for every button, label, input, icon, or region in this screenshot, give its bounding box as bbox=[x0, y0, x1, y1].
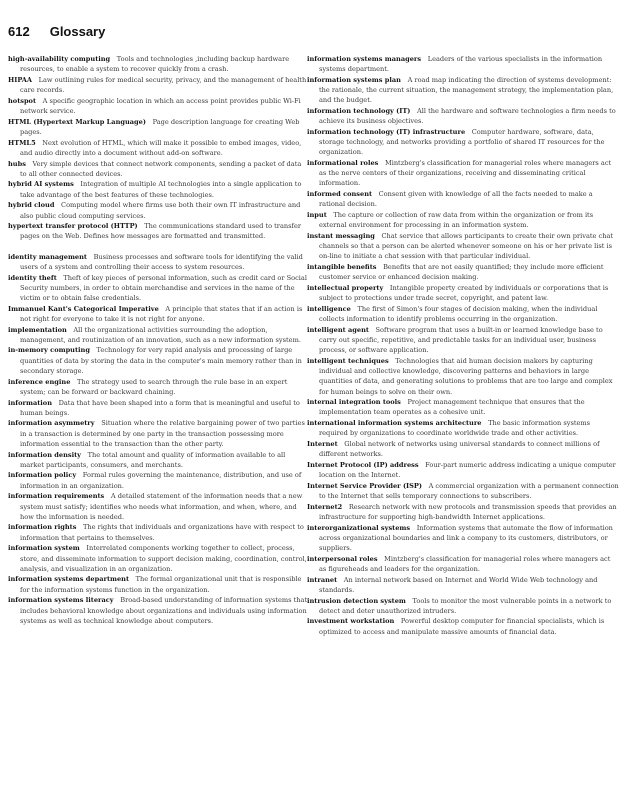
glossary-definition: A specific geographic location in which an access point provides public Wi-Fi network service. bbox=[20, 96, 301, 116]
glossary-term: intelligence bbox=[307, 304, 351, 313]
glossary-entry bbox=[307, 481, 619, 501]
glossary-definition: All the organizational activities surrounding the adoption, management, and routinization of an innovation, such as a new information system. bbox=[20, 325, 301, 344]
glossary-entry bbox=[8, 450, 308, 470]
glossary-entry bbox=[8, 54, 308, 74]
glossary-entry bbox=[8, 470, 308, 490]
glossary-entry bbox=[8, 418, 308, 449]
glossary-term: information technology (IT) bbox=[307, 107, 411, 116]
glossary-entry bbox=[307, 54, 619, 74]
glossary-entry bbox=[8, 159, 308, 179]
glossary-term: hypertext transfer protocol (HTTP) bbox=[8, 222, 138, 231]
glossary-entry bbox=[8, 595, 308, 626]
glossary-entry bbox=[8, 117, 308, 137]
glossary-term: internal integration tools bbox=[307, 398, 401, 407]
glossary-definition: A road map indicating the direction of systems development: the rationale, the current situation, the management strategy, the implementation plan, and the budget. bbox=[319, 75, 614, 105]
glossary-definition: Mintzberg's classification for managerial roles where managers act as the nerve centers of their organizations, receiving and disseminating critical information. bbox=[319, 159, 612, 188]
glossary-entry bbox=[307, 210, 619, 230]
glossary-definition: Broad-based understanding of information systems that includes behavioral knowledge about organizations and individuals using information systems as well as technical knowledge about computers. bbox=[20, 596, 308, 625]
glossary-entry bbox=[307, 231, 619, 262]
glossary-definition: The formal organizational unit that is responsible for the information systems function in the organization. bbox=[20, 575, 302, 594]
glossary-term: implementation bbox=[8, 325, 67, 334]
glossary-definition: Research network with new protocols and transmission speeds that provides an infrastructure for supporting high-bandwidth Internet applications. bbox=[319, 502, 617, 521]
glossary-term: identity management bbox=[8, 252, 87, 261]
glossary-definition: Global network of networks using universal standards to connect millions of different networks. bbox=[319, 440, 600, 459]
glossary-entry bbox=[307, 523, 619, 554]
glossary-term: intelligent agent bbox=[307, 325, 369, 334]
glossary-term: intellectual property bbox=[307, 283, 384, 292]
glossary-entry bbox=[8, 75, 308, 95]
glossary-entry bbox=[307, 127, 619, 158]
glossary-definition: Information systems that automate the flow of information across organizational boundaries and link a company to its customers, distributors, or suppliers. bbox=[319, 523, 613, 553]
glossary-term: in-memory computing bbox=[8, 346, 90, 355]
glossary-entry bbox=[307, 596, 619, 616]
glossary-definition: Consent given with knowledge of all the facts needed to make a rational decision. bbox=[319, 190, 593, 209]
glossary-definition: The strategy used to search through the rule base in an expert system; can be forward or backward chaining. bbox=[20, 377, 288, 396]
glossary-term: instant messaging bbox=[307, 231, 375, 240]
glossary-definition: The first of Simon's four stages of decision making, when the individual collects information to identify problems occurring in the organization. bbox=[319, 304, 598, 324]
glossary-entry bbox=[8, 273, 308, 304]
glossary-entry bbox=[8, 574, 308, 594]
glossary-entry bbox=[8, 304, 308, 324]
glossary-term: investment workstation bbox=[307, 617, 395, 626]
glossary-entry bbox=[307, 418, 619, 438]
glossary-entry bbox=[307, 283, 619, 303]
glossary-term: input bbox=[307, 211, 327, 220]
glossary-entry bbox=[307, 439, 619, 459]
glossary-entry bbox=[8, 325, 308, 345]
glossary-entry bbox=[307, 106, 619, 126]
glossary-term: international information systems architecture bbox=[307, 419, 482, 428]
glossary-term: information systems plan bbox=[307, 75, 401, 84]
glossary-entry bbox=[8, 221, 308, 241]
glossary-definition: The rights that individuals and organizations have with respect to information that pertains to themselves. bbox=[20, 523, 304, 542]
glossary-definition: Powerful desktop computer for financial specialists, which is optimized to access and manipulate massive amounts of financial data. bbox=[319, 617, 605, 636]
glossary-term: hybrid AI systems bbox=[8, 180, 74, 189]
glossary-term: hybrid cloud bbox=[8, 201, 55, 210]
glossary-term: inference engine bbox=[8, 377, 71, 386]
glossary-entry bbox=[8, 522, 308, 542]
glossary-term: information systems department bbox=[8, 575, 129, 584]
glossary-entry bbox=[8, 96, 308, 116]
glossary-entry bbox=[307, 554, 619, 574]
glossary-term: information systems literacy bbox=[8, 596, 114, 605]
glossary-term: high-availability computing bbox=[8, 55, 111, 63]
glossary-term: intrusion detection system bbox=[307, 596, 406, 605]
glossary-term: informational roles bbox=[307, 159, 379, 168]
glossary-definition: Very simple devices that connect network components, sending a packet of data to all other connected devices. bbox=[20, 159, 302, 178]
glossary-definition: Page description language for creating Web pages. bbox=[20, 117, 300, 136]
glossary-entry bbox=[307, 158, 619, 189]
glossary-definition: Leaders of the various specialists in the information systems department. bbox=[319, 55, 603, 74]
glossary-term: intelligent techniques bbox=[307, 356, 389, 365]
glossary-definition: Situation where the relative bargaining power of two parties in a transaction is determined by one party in the transaction possessing more information essential to the transaction than the other party. bbox=[20, 419, 305, 448]
glossary-term: Internet Protocol (IP) address bbox=[307, 460, 419, 469]
glossary-entry bbox=[307, 262, 619, 282]
glossary-definition: Tools and technologies ,including backup hardware resources, to enable a system to recover quickly from a crash. bbox=[20, 55, 290, 74]
glossary-definition: Theft of key pieces of personal information, such as credit card or Social Security numbers, in order to obtain merchandise and services in the name of the victim or to obtain false credentials. bbox=[20, 273, 307, 302]
glossary-term: Internet bbox=[307, 440, 338, 449]
glossary-definition: The total amount and quality of information available to all market participants, consumers, and merchants. bbox=[20, 450, 286, 469]
glossary-term: information system bbox=[8, 544, 80, 553]
glossary-term: information systems managers bbox=[307, 55, 422, 63]
page-header bbox=[8, 24, 105, 39]
glossary-term: Internet Service Provider (ISP) bbox=[307, 481, 422, 490]
glossary-term: information policy bbox=[8, 471, 77, 480]
glossary-definition: Project management technique that ensures that the implementation team operates as a cohesive unit. bbox=[319, 398, 585, 417]
glossary-entry bbox=[307, 502, 619, 522]
glossary-definition: Interrelated components working together to collect, process, store, and disseminate information to support decision making, coordination, control, analysis, and visualization in an organization. bbox=[20, 544, 307, 573]
glossary-definition: A principle that states that if an action is not right for everyone to take it is not right for anyone. bbox=[20, 304, 303, 323]
glossary-term: HTML5 bbox=[8, 138, 36, 147]
glossary-term: Internet2 bbox=[307, 502, 343, 511]
glossary-definition: Software program that uses a built-in or learned knowledge base to carry out specific, repetitive, and predictable tasks for an individual user, business process, or software application. bbox=[319, 325, 603, 355]
glossary-term: information density bbox=[8, 450, 81, 459]
glossary-term: HIPAA bbox=[8, 75, 33, 84]
glossary-definition: All the hardware and software technologies a firm needs to achieve its business objectives. bbox=[319, 107, 616, 126]
glossary-entry bbox=[307, 75, 619, 106]
glossary-definition: The communications standard used to transfer pages on the Web. Defines how messages are formatted and transmitted. bbox=[20, 222, 302, 241]
glossary-definition: An internal network based on Internet and World Wide Web technology and standards. bbox=[319, 575, 598, 594]
glossary-term: interpersonal roles bbox=[307, 554, 378, 563]
glossary-term: HTML (Hypertext Markup Language) bbox=[8, 117, 146, 126]
glossary-entry bbox=[8, 491, 308, 522]
glossary-definition: A commercial organization with a permanent connection to the Internet that sells temporary connections to subscribers. bbox=[319, 481, 619, 501]
glossary-term: information requirements bbox=[8, 492, 105, 501]
glossary-definition: Four-part numeric address indicating a unique computer location on the Internet. bbox=[319, 460, 616, 480]
glossary-definition: Data that have been shaped into a form that is meaningful and useful to human beings. bbox=[20, 398, 300, 417]
glossary-term: informed consent bbox=[307, 190, 373, 199]
glossary-term: information bbox=[8, 398, 52, 407]
glossary-term: hubs bbox=[8, 159, 26, 168]
glossary-entry bbox=[307, 397, 619, 417]
glossary-term: interorganizational systems bbox=[307, 523, 411, 532]
glossary-definition: Mintzberg's classification for managerial roles where managers act as figureheads and leaders for the organization. bbox=[319, 554, 611, 573]
glossary-definition: Next evolution of HTML, which will make it possible to embed images, video, and audio directly into a document without add-on software. bbox=[20, 138, 302, 157]
page-number: 612 bbox=[8, 24, 30, 39]
section-title: Glossary bbox=[49, 24, 106, 39]
glossary-term: Immanuel Kant's Categorical Imperative bbox=[8, 304, 159, 313]
glossary-entry bbox=[8, 179, 308, 199]
glossary-term: intangible benefits bbox=[307, 263, 377, 272]
glossary-definition: A detailed statement of the information needs that a new system must satisfy; identifies who needs what information, and when, where, and how the information is needed. bbox=[20, 492, 303, 521]
glossary-column-left bbox=[8, 54, 308, 626]
glossary-entry bbox=[307, 460, 619, 480]
glossary-term: information asymmetry bbox=[8, 419, 95, 428]
glossary-definition: The basic information systems required by organizations to coordinate worldwide trade and other activities. bbox=[319, 419, 591, 438]
glossary-definition: Integration of multiple AI technologies into a single application to take advantage of the best features of these technologies. bbox=[20, 180, 302, 199]
glossary-definition: Business processes and software tools for identifying the valid users of a system and controlling their access to system resources. bbox=[20, 252, 303, 271]
glossary-definition: Computer hardware, software, data, storage technology, and networks providing a portfolio of shared IT resources for the organization. bbox=[319, 127, 605, 157]
glossary-entry bbox=[307, 575, 619, 595]
glossary-definition: The capture or collection of raw data from within the organization or from its external environment for processing in an information system. bbox=[319, 211, 594, 230]
glossary-definition: Benefits that are not easily quantified; they include more efficient customer service or enhanced decision making. bbox=[319, 263, 604, 282]
glossary-definition: Technologies that aid human decision makers by capturing individual and collective knowledge, discovering patterns and behaviors in large quantities of data, and generating solutions to problems that are too large and complex for human beings to solve on their own. bbox=[319, 356, 613, 396]
glossary-entry bbox=[307, 356, 619, 397]
glossary-term: hotspot bbox=[8, 96, 37, 105]
glossary-definition: Formal rules governing the maintenance, distribution, and use of information in an organization. bbox=[20, 471, 302, 490]
glossary-entry bbox=[8, 200, 308, 220]
glossary-definition: Tools to monitor the most vulnerable points in a network to detect and deter unauthorized intruders. bbox=[319, 596, 612, 615]
glossary-term: intranet bbox=[307, 575, 338, 584]
glossary-entry bbox=[307, 304, 619, 324]
glossary-entry bbox=[8, 377, 308, 397]
glossary-definition: Chat service that allows participants to create their own private chat channels so that a person can be alerted whenever someone on his or her private list is on-line to initiate a chat session with that particular individual. bbox=[319, 231, 614, 261]
glossary-definition: Law outlining rules for medical security, privacy, and the management of health care records. bbox=[20, 75, 307, 95]
glossary-entry bbox=[8, 398, 308, 418]
glossary-entry bbox=[8, 252, 308, 272]
glossary-definition: Intangible property created by individuals or corporations that is subject to protections under trade secret, copyright, and patent law. bbox=[319, 283, 609, 303]
glossary-definition: Computing model where firms use both their own IT infrastructure and also public cloud computing services. bbox=[20, 201, 301, 220]
glossary-term: information rights bbox=[8, 523, 77, 532]
glossary-entry bbox=[8, 138, 308, 158]
glossary-term: information technology (IT) infrastructure bbox=[307, 127, 466, 136]
glossary-entry bbox=[307, 325, 619, 356]
glossary-definition: Technology for very rapid analysis and processing of large quantities of data by storing the data in the computer's main memory rather than in secondary storage. bbox=[20, 346, 302, 375]
glossary-term: identity theft bbox=[8, 273, 57, 282]
glossary-entry bbox=[307, 189, 619, 209]
glossary-entry bbox=[307, 616, 619, 636]
glossary-column-right bbox=[307, 54, 619, 637]
glossary-entry bbox=[8, 345, 308, 376]
glossary-entry bbox=[8, 543, 308, 574]
